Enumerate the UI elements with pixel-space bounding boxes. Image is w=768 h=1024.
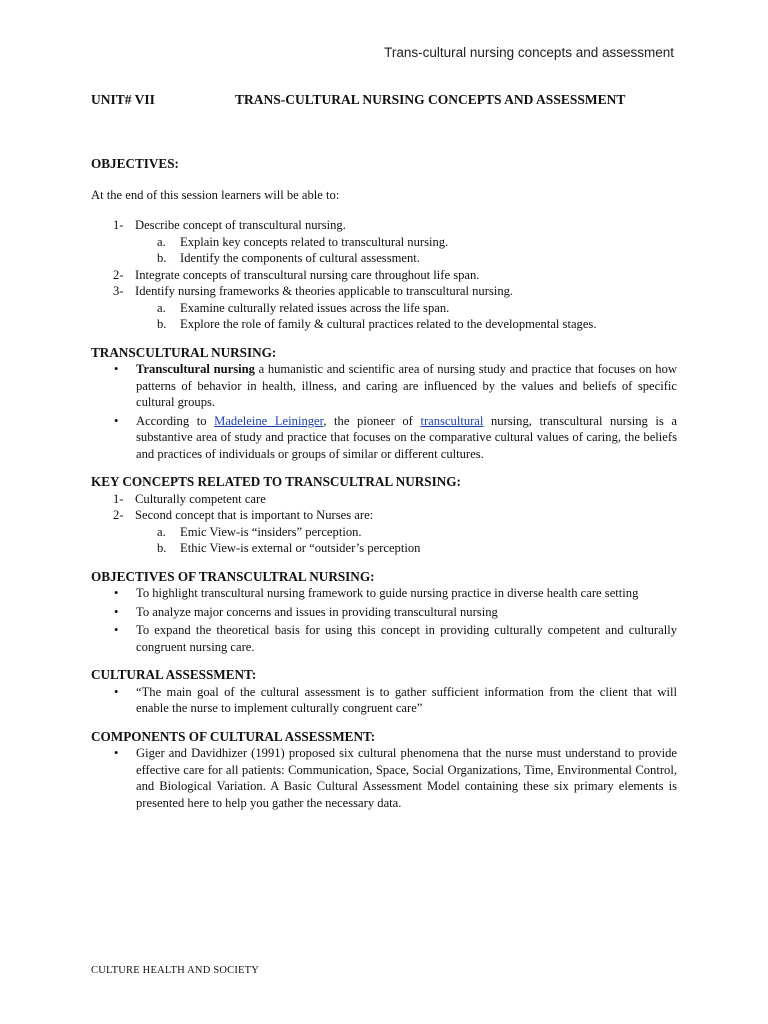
list-text: Identify nursing frameworks & theories applicable to transcultural nursing.: [135, 284, 514, 298]
bullet-icon: •: [114, 623, 119, 637]
list-text: Emic View-is “insiders” perception.: [180, 524, 362, 539]
bullet-icon: •: [114, 413, 119, 428]
list-number: a.: [157, 524, 166, 539]
list-text: To expand the theoretical basis for using this concept in providing culturally competent and culturally congruent nursing care.: [136, 623, 677, 654]
objectives-list-cont: [91, 267, 677, 300]
list-item: [91, 585, 677, 602]
list-item: [91, 361, 677, 411]
list-text: nursing, transcultural nursing is a substantive area of study and practice that focuses on the comparative cultural values of caring, the beliefs and practices of individuals or groups of similar or different cultures.: [136, 413, 677, 461]
document-body: [91, 156, 677, 812]
list-text: Identify the components of cultural assessment.: [180, 251, 420, 265]
objectives-sublist-1: [91, 234, 677, 267]
list-item: [91, 283, 677, 300]
list-item: [91, 267, 677, 284]
list-text: Ethic View-is external or “outsider’s perception: [180, 541, 421, 555]
list-text: Examine culturally related issues across the life span.: [180, 300, 450, 315]
objectives-tn-list: [91, 585, 677, 655]
list-item: [91, 300, 677, 317]
key-concepts-heading: KEY CONCEPTS RELATED TO TRANSCULTRAL NURSING:: [91, 474, 461, 489]
list-number: 2-: [113, 267, 124, 282]
unit-number: UNIT# VII: [91, 92, 155, 107]
transcultural-link[interactable]: transcultural: [420, 413, 484, 428]
list-number: 2-: [113, 508, 124, 522]
list-text: Integrate concepts of transcultural nursing care throughout life span.: [135, 267, 480, 282]
list-number: 1-: [113, 218, 124, 232]
unit-title: TRANS-CULTURAL NURSING CONCEPTS AND ASSESSMENT: [235, 92, 626, 107]
list-number: a.: [157, 300, 166, 315]
list-item: [91, 622, 677, 655]
list-number: 1-: [113, 491, 124, 506]
components-heading: COMPONENTS OF CULTURAL ASSESSMENT:: [91, 728, 376, 744]
list-text: Explain key concepts related to transcultural nursing.: [180, 234, 449, 249]
list-item: [91, 507, 677, 524]
components-list: [91, 745, 677, 811]
list-number: 3-: [113, 284, 124, 298]
definition-text: a humanistic and scientific area of nursing study and practice that focuses on how patterns of behavior in health, illness, and caring are influenced by the values and beliefs of specific cultural groups.: [136, 362, 677, 409]
bullet-icon: •: [114, 684, 119, 699]
list-item: [91, 540, 677, 557]
list-text: According to: [136, 413, 215, 428]
transcultural-list: [91, 361, 677, 462]
objectives-list: [91, 217, 677, 234]
list-text: Describe concept of transcultural nursing.: [135, 218, 346, 232]
objectives-heading: OBJECTIVES:: [91, 156, 179, 171]
objectives-tn-heading: OBJECTIVES OF TRANSCULTRAL NURSING:: [91, 568, 375, 584]
list-item: [91, 491, 677, 508]
list-text: “The main goal of the cultural assessment is to gather sufficient information from the client that will enable the nurse to implement culturally congruent care”: [136, 684, 677, 715]
list-number: b.: [157, 541, 167, 555]
list-item: [91, 217, 677, 234]
list-number: b.: [157, 251, 167, 265]
list-item: [91, 413, 677, 463]
madeleine-leininger-link[interactable]: Madeleine Leininger: [214, 413, 324, 428]
transcultural-heading: TRANSCULTURAL NURSING:: [91, 344, 277, 360]
list-item: [91, 250, 677, 267]
list-text: Culturally competent care: [135, 491, 266, 506]
list-text: Explore the role of family & cultural practices related to the developmental stages.: [180, 317, 597, 331]
list-item: [91, 316, 677, 333]
page-footer: CULTURE HEALTH AND SOCIETY: [91, 965, 260, 976]
list-text: To highlight transcultural nursing framework to guide nursing practice in diverse health care setting: [136, 586, 639, 600]
list-item: [91, 745, 677, 811]
bullet-icon: •: [114, 604, 119, 619]
list-item: [91, 524, 677, 541]
bullet-icon: •: [114, 362, 119, 376]
bullet-icon: •: [114, 746, 119, 760]
list-number: b.: [157, 317, 167, 331]
cultural-assessment-list: [91, 684, 677, 717]
list-text: Giger and Davidhizer (1991) proposed six cultural phenomena that the nurse must understand to provide effective care for all patients: Communication, Space, Social Organizations, Time, Environmental Control, and Biological Variation. A Basic Cultural Assessment Model containing these six primary elements is presented here to help you gather the necessary data.: [136, 746, 677, 810]
bullet-icon: •: [114, 586, 119, 600]
list-text: , the pioneer of: [323, 413, 421, 428]
objectives-intro: At the end of this session learners will be able to:: [91, 187, 340, 202]
list-item: [91, 684, 677, 717]
key-concepts-list: [91, 491, 677, 524]
list-text: To analyze major concerns and issues in providing transcultural nursing: [136, 604, 498, 619]
list-text: Second concept that is important to Nurses are:: [135, 508, 374, 522]
cultural-assessment-heading: CULTURAL ASSESSMENT:: [91, 667, 257, 682]
list-item: [91, 234, 677, 251]
term-bold: Transcultural nursing: [136, 362, 255, 376]
key-concepts-sublist: [91, 524, 677, 557]
objectives-sublist-3: [91, 300, 677, 333]
list-item: [91, 604, 677, 621]
list-number: a.: [157, 234, 166, 249]
running-header: Trans-cultural nursing concepts and assessment: [384, 45, 674, 60]
